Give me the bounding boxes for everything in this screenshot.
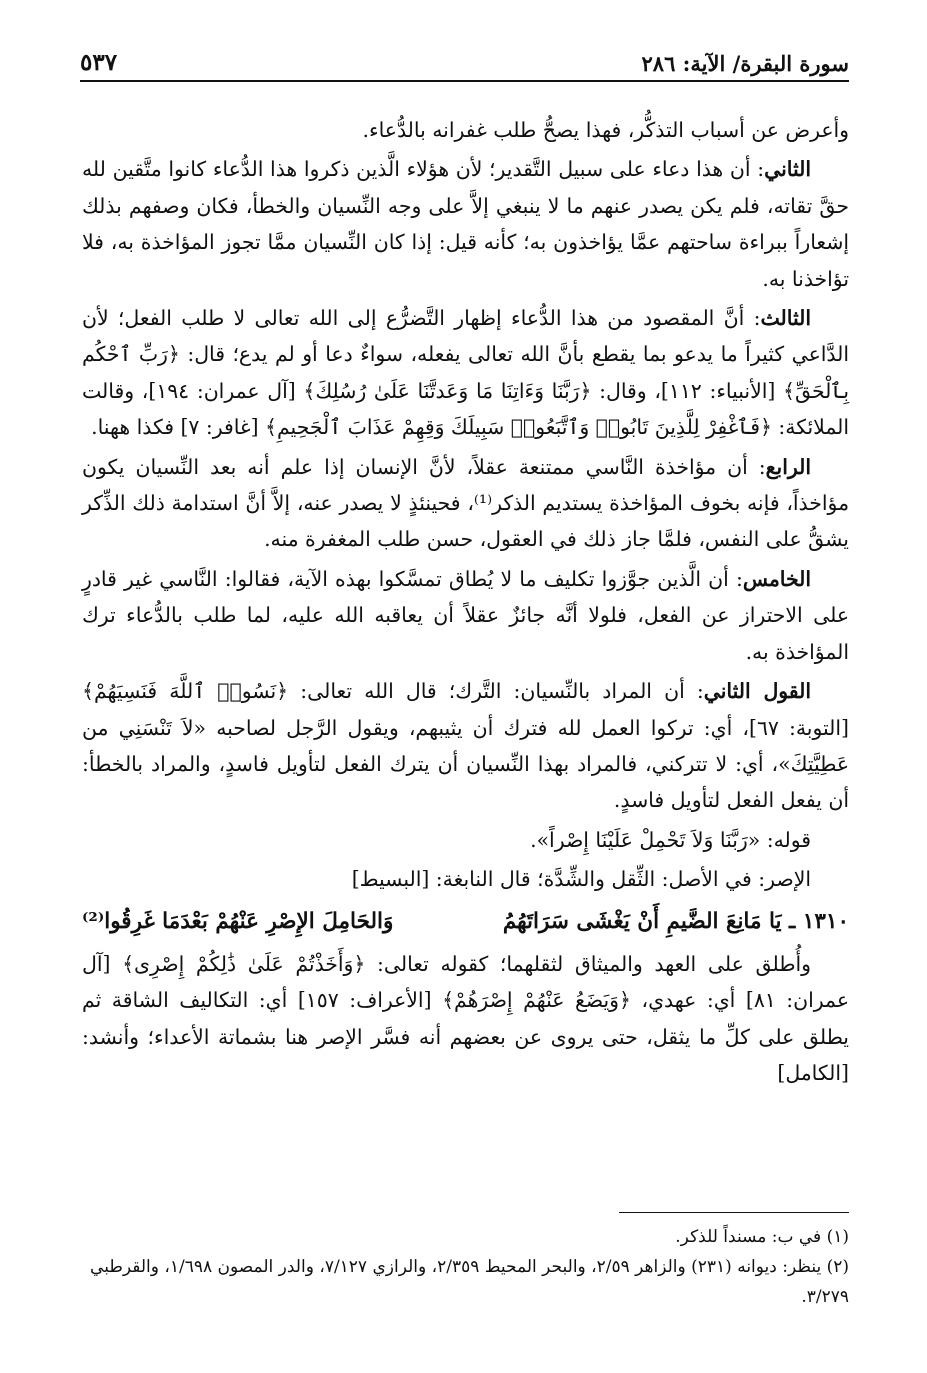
paragraph-text: : أنَّ المقصود من هذا الدُّعاء إظهار التَّضرُّع إلى الله تعالى لا طلب الفعل؛ لأن الدَّاعي كثيراً ما يدعو بما يقطع بأنَّ الله تعالى يفعله، سواءٌ دعا أو لم يدع؛ قال: ﴿رَبِّ ٱحْكُم بِٱلْحَقِّ﴾ [الأنبياء: ١١٢]، وقال: ﴿رَبَّنَا وَءَاتِنَا مَا وَعَدتَّنَا عَلَىٰ رُسُلِكَ﴾ [آل عمران: ١٩٤]، وقالت الملائكة: ﴿فَٱغْفِرْ لِلَّذِينَ تَابُوا۟ وَٱتَّبَعُوا۟ سَبِيلَكَ وَقِهِمْ عَذَابَ ٱلْجَحِيمِ﴾ [غافر: ٧] فكذا ههنا. bbox=[82, 306, 849, 440]
section-term: الثاني bbox=[764, 157, 811, 182]
paragraph bbox=[82, 561, 849, 670]
paragraph bbox=[82, 822, 849, 858]
paragraph-text: وأعرض عن أسباب التذكُّر، فهذا يصحُّ طلب غفرانه بالدُّعاء. bbox=[362, 118, 849, 142]
poem-verse bbox=[82, 904, 849, 940]
main-text bbox=[82, 112, 849, 1095]
section-term: الخامس bbox=[742, 566, 811, 591]
paragraph-text: : أن مؤاخذة النَّاسي ممتنعة عقلاً، لأنَّ الإنسان إذا علم أنه بعد النِّسيان يكون مؤاخذاً، فإنه بخوف المؤاخذة يستديم الذكر⁽¹⁾، فحينئذٍ لا يصدر عنه، إلاَّ أنَّ استدامة ذلك الذِّكر يشقُّ على النفس، فلمَّا جاز ذلك في العقول، حسن طلب المغفرة منه. bbox=[82, 454, 849, 552]
poem-first-hemistich: ١٣١٠ ـ يَا مَانِعَ الضَّيمِ أَنْ يَغْشَى سَرَاتَهُمُ bbox=[502, 908, 849, 934]
footnotes bbox=[82, 1212, 849, 1312]
running-title: سورة البقرة/ الآية: ٢٨٦ bbox=[641, 51, 849, 76]
poem-second-hemistich: وَالحَامِلَ الإِصْرِ عَنْهُمْ بَعْدَمَا غَرِقُوا⁽²⁾ bbox=[82, 908, 394, 934]
paragraph-text: : أن المراد بالنِّسيان: التَّرك؛ قال الله تعالى: ﴿نَسُوا۟ ٱللَّهَ فَنَسِيَهُمْ﴾ [التوبة: ٦٧]، أي: تركوا العمل لله فترك أن يثيبهم، ويقول الرَّجل لصاحبه «لاَ تَنْسَنِي من عَطِيَّتِكَ»، أي: لا تتركني، فالمراد بهذا النِّسيان أن يترك الفعل لتأويل فاسدٍ، والمراد بالخطأ: أن يفعل الفعل لتأويل فاسدٍ. bbox=[82, 679, 849, 813]
paragraph-text: : أن الَّذين جوَّزوا تكليف ما لا يُطاق تمسَّكوا بهذه الآية، فقالوا: النَّاسي غير قادرٍ على الاحتراز عن الفعل، فلولا أنَّه جائزٌ عقلاً أن يعاقبه الله عليه، لما طلب بالدُّعاء ترك المؤاخذة به. bbox=[82, 566, 849, 664]
paragraph bbox=[82, 673, 849, 819]
section-term: الثالث bbox=[760, 306, 811, 331]
paragraph-text: الإصر: في الأصل: الثِّقل والشِّدَّة؛ قال النابغة: [البسيط] bbox=[351, 867, 811, 892]
section-term: الرابع bbox=[765, 454, 811, 479]
paragraph-text: وأُطلق على العهد والميثاق لثقلهما؛ كقوله تعالى: ﴿وَأَخَذْتُمْ عَلَىٰ ذَٰلِكُمْ إِصْرِى﴾ [آل عمران: ٨١] أي: عهدي، ﴿وَيَضَعُ عَنْهُمْ إِصْرَهُمْ﴾ [الأعراف: ١٥٧] أي: التكاليف الشاقة ثم يطلق على كلِّ ما يثقل، حتى يروى عن بعضهم أنه فسَّر الإصر هنا بشماتة الأعداء؛ وأنشد: [الكامل] bbox=[82, 951, 850, 1086]
paragraph-text: قوله: «رَبَّنَا وَلاَ تَحْمِلْ عَلَيْنَا إِصْراً». bbox=[530, 827, 811, 852]
page-header bbox=[80, 38, 849, 82]
paragraph bbox=[82, 151, 849, 297]
paragraph bbox=[82, 300, 849, 446]
paragraph bbox=[82, 112, 849, 148]
paragraph bbox=[82, 861, 849, 897]
page-number: ٥٣٧ bbox=[80, 49, 118, 76]
paragraph bbox=[82, 449, 849, 558]
paragraph-text: : أن هذا دعاء على سبيل التَّقدير؛ لأن هؤلاء الَّذين ذكروا هذا الدُّعاء كانوا متَّقين لله حقَّ تقاته، فلم يكن يصدر عنهم ما لا ينبغي إلاَّ على وجه النِّسيان والخطأ، فكان وصفهم بذلك إشعاراً ببراءة ساحتهم عمَّا يؤاخذون به؛ كأنه قيل: إذا كان النِّسيان ممَّا تجوز المؤاخذة به، فلا تؤاخذنا به. bbox=[82, 157, 849, 291]
paragraph bbox=[82, 946, 849, 1092]
footnote: (١) في ب: مسنداً للذكر. bbox=[675, 1227, 849, 1247]
section-term: القول الثاني bbox=[703, 679, 811, 704]
footnote: (٢) ينظر: ديوانه (٢٣١) والزاهر ٢/٥٩، والبحر المحيط ٢/٣٥٩، والرازي ٧/١٢٧، والدر المصون ١/٦٩٨، والقرطبي ٣/٢٧٩. bbox=[90, 1257, 849, 1307]
